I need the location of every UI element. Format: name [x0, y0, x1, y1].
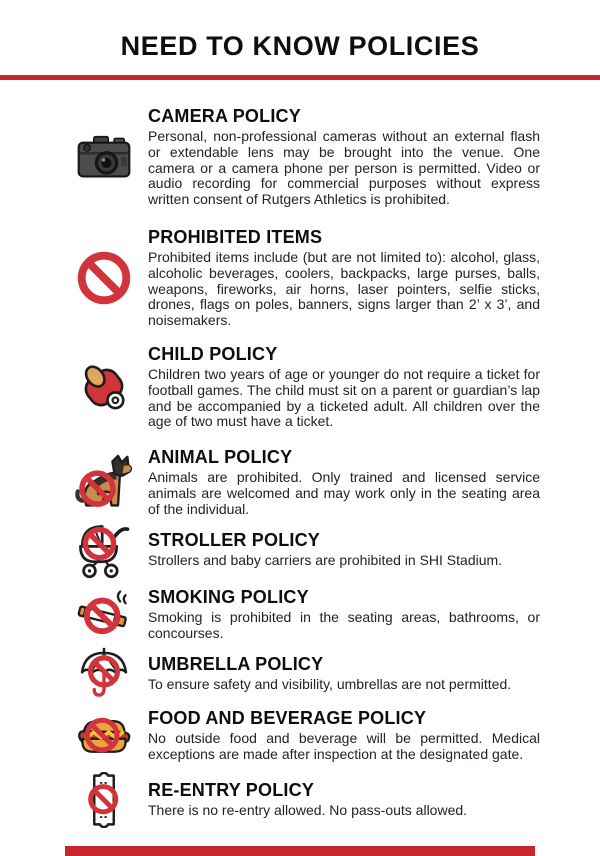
policy-row-child: [60, 345, 540, 430]
policy-text: [148, 709, 540, 763]
policy-title: ANIMAL POLICY: [148, 447, 293, 467]
policy-title: RE-ENTRY POLICY: [148, 780, 315, 801]
policy-row-food: [60, 709, 540, 763]
no-strollers-icon: [60, 521, 148, 579]
pacifier-icon: [60, 360, 148, 416]
policy-body: Children two years of age or younger do not require a ticket for football games. The child must sit on a parent or guardian’s lap and be accompanied by a ticketed adult. All children over the age of two must have a ticket.: [148, 366, 540, 430]
policy-title: STROLLER POLICY: [148, 530, 321, 551]
policy-row-prohibited: [60, 228, 540, 329]
header-accent-rule: [0, 75, 600, 80]
policy-row-stroller: [60, 521, 540, 579]
policy-row-reentry: [60, 772, 540, 828]
policy-row-smoking: [60, 588, 540, 642]
policy-body: Prohibited items include (but are not limited to): alcohol, glass, alcoholic beverages, coolers, backpacks, large purses, balls, weapons, fireworks, air horns, laser pointers, selfie sticks, drones, flags on poles, banners, signs larger than 2’ x 3’, and noisemakers.: [148, 249, 540, 329]
policy-title: UMBRELLA POLICY: [148, 654, 324, 675]
page-title: NEED TO KNOW POLICIES: [120, 31, 480, 61]
policy-text: [148, 781, 540, 819]
no-animals-icon: [60, 454, 148, 512]
policy-text: [148, 345, 540, 430]
policy-body: Animals are prohibited. Only trained and licensed service animals are welcomed and may work only in the seating area of the individual.: [148, 469, 540, 517]
policy-row-umbrella: [60, 646, 540, 702]
policy-title: CAMERA POLICY: [148, 106, 301, 126]
no-reentry-icon: [60, 772, 148, 828]
no-umbrellas-icon: [60, 646, 148, 702]
policy-body: To ensure safety and visibility, umbrellas are not permitted.: [148, 676, 512, 693]
policy-body: No outside food and beverage will be permitted. Medical exceptions are made after inspection at the designated gate.: [148, 730, 540, 762]
policy-body: Strollers and baby carriers are prohibited in SHI Stadium.: [148, 552, 503, 569]
policy-title: FOOD AND BEVERAGE POLICY: [148, 708, 427, 728]
policy-text: [148, 588, 540, 642]
policy-text: [148, 228, 540, 329]
no-outside-food-icon: [60, 711, 148, 761]
policy-text: [148, 655, 540, 693]
policy-body: There is no re-entry allowed. No pass-outs allowed.: [148, 802, 468, 819]
policy-text: [148, 107, 540, 208]
policy-title: CHILD POLICY: [148, 344, 278, 364]
policy-title: SMOKING POLICY: [148, 587, 309, 608]
policy-title: PROHIBITED ITEMS: [148, 227, 323, 247]
policy-row-camera: [60, 107, 540, 208]
no-sign-icon: [60, 250, 148, 306]
camera-icon: [60, 135, 148, 179]
policy-body: Smoking is prohibited in the seating areas, bathrooms, or concourses.: [148, 609, 540, 641]
policy-text: [148, 531, 540, 569]
policy-text: [148, 448, 540, 517]
footer-accent-bar: [65, 846, 535, 856]
policy-body: Personal, non-professional cameras without an external flash or extendable lens may be brought into the venue. One camera or a camera phone per person is permitted. Video or audio recording for commercial purposes without express written consent of Rutgers Athletics is prohibited.: [148, 128, 540, 208]
page-header: [0, 0, 600, 80]
no-smoking-icon: [60, 588, 148, 642]
policy-row-animal: [60, 448, 540, 517]
